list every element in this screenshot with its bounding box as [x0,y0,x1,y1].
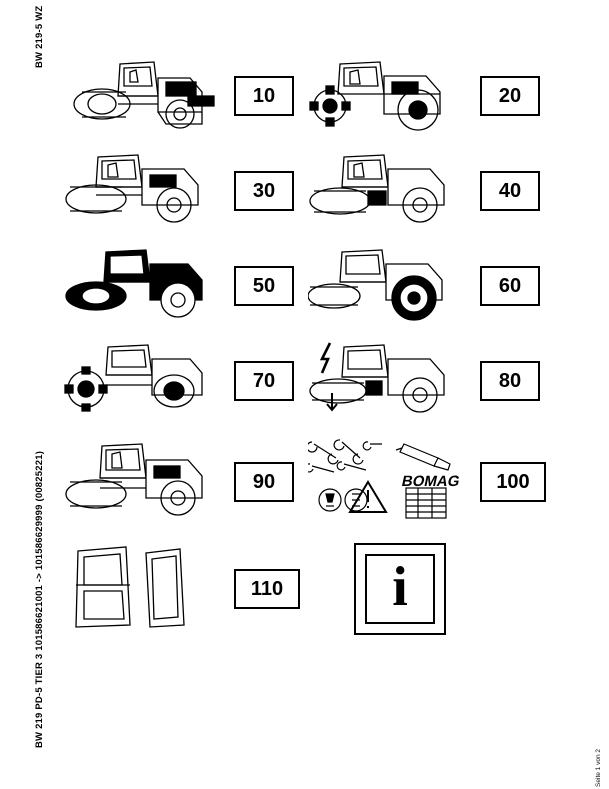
roller-machine-icon [62,438,230,526]
document-side-reference: BW 219 PD-5 TIER 3 101586621001 -> 101586629999 (00825221) [34,450,45,748]
chapter-number-20[interactable]: 20 [480,76,540,116]
chapter-grid [62,52,554,692]
chapter-number-70[interactable]: 70 [234,361,294,401]
chapter-cell-40[interactable] [308,147,554,235]
cabin-parts-icon [62,545,230,633]
footer-page-number: Seite 1 von 2 [595,749,602,787]
roller-machine-icon [62,52,230,140]
chapter-cell-90[interactable] [62,432,308,532]
chapter-number-30[interactable]: 30 [234,171,294,211]
chapter-cell-110[interactable] [62,539,308,639]
chapter-row [62,147,554,235]
chapter-cell-80[interactable] [308,337,554,425]
chapter-row [62,539,554,639]
chapter-number-60[interactable]: 60 [480,266,540,306]
chapter-row [62,242,554,330]
roller-machine-wheel-icon [308,242,476,330]
info-letter: i [365,554,435,624]
roller-machine-icon [308,147,476,235]
roller-machine-icon [62,147,230,235]
chapter-number-80[interactable]: 80 [480,361,540,401]
chapter-row [62,52,554,140]
roller-machine-electric-icon [308,337,476,425]
chapter-cell-60[interactable] [308,242,554,330]
chapter-number-90[interactable]: 90 [234,462,294,502]
chapter-number-40[interactable]: 40 [480,171,540,211]
chapter-number-100[interactable]: 100 [480,462,546,502]
chapter-number-50[interactable]: 50 [234,266,294,306]
tools-and-labels-icon [308,438,476,526]
chapter-cell-50[interactable] [62,242,308,330]
chapter-cell-20[interactable] [308,52,554,140]
document-side-title: BW 219-5 WZ [34,5,45,68]
chapter-row [62,432,554,532]
roller-machine-padfoot-icon [308,52,476,140]
information-sign-icon[interactable] [354,543,446,635]
chapter-cell-10[interactable] [62,52,308,140]
chapter-cell-70[interactable] [62,337,308,425]
chapter-number-10[interactable]: 10 [234,76,294,116]
chapter-cell-100[interactable] [308,432,554,532]
svg-text:BOMAG: BOMAG [400,473,462,490]
chapter-row [62,337,554,425]
roller-machine-filled-icon [62,242,230,330]
chapter-number-110[interactable]: 110 [234,569,300,609]
chapter-cell-30[interactable] [62,147,308,235]
roller-machine-drum-icon [62,337,230,425]
info-sign-cell[interactable] [308,539,554,639]
